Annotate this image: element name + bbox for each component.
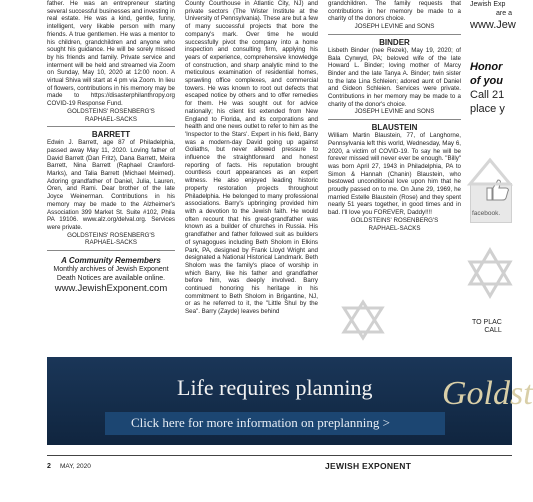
obituary-text: father. He was an entrepreneur starting several successful businesses and investing in real estate. He was a kind, gentle, funny, intelligent, very likable person with many friends. A true gentlemen. He was a mentor to his children, grandchildren and anyone who sought his guidance. He will be sorely missed by his friends and family. Private service and interment will be held and streamed via Zoom on Sunday, May 10, 2020 at 12:00 noon. A virtual Shiva will start at 4 pm via Zoom. In lieu of flowers, contributions in his memory may be made to https://disasterphilanthropy.org COVID-19 Response Fund. bbox=[47, 0, 175, 108]
obituary-text: Lisbeth Binder (nee Rezek), May 19, 2020; of Bala Cynwyd, PA; beloved wife of the late Howard L. Binder; loving mother of Marcy Binder and the late Tanya A. Binder; twin sister to the late Lina Schleien; adored aunt of Daniel and Gideon Schleien. Services were private. Contributions in her memory may be made to a charity of the donor's choice. bbox=[328, 46, 461, 108]
obituaries-column-3 bbox=[328, 0, 461, 232]
jewish-exponent-link[interactable]: www.JewishExponent.com bbox=[54, 282, 168, 294]
ad-text: Jewish Exp bbox=[470, 1, 506, 8]
obituary-name: BARRETT bbox=[91, 130, 131, 140]
footer-rule bbox=[47, 455, 512, 456]
facebook-label: facebook. bbox=[472, 210, 501, 217]
publication-name: JEWISH EXPONENT bbox=[325, 461, 412, 471]
funeral-home-signature: RAPHAEL-SACKS bbox=[85, 115, 137, 123]
obituary-name: BINDER bbox=[379, 37, 410, 47]
divider bbox=[47, 126, 175, 127]
page-number: 2 bbox=[47, 463, 51, 470]
funeral-home-signature: RAPHAEL-SACKS bbox=[85, 239, 137, 247]
funeral-home-signature: GOLDSTEINS' ROSENBERG'S bbox=[67, 107, 155, 115]
honor-ad-title: of you bbox=[470, 75, 503, 87]
to-place-line: CALL bbox=[484, 327, 502, 334]
obituary-text: William Martin Blaustein, 77, of Langhorne, Pennsylvania left this world, Wednesday, May 6, 2020, a victim of COVID-19. To say he will be forever missed will never ever be enough. "Billy" was born April 27, 1943 in Philadelphia, PA to Simon & Hannah (Chanin) Blaustein, who bestowed unconditional love upon him that he proudly passed on to me. On June 29, 1969, he married Estelle Blaustein (Rose) and they spent nearly 51 years together, in good times and in bad. I'll love you FOREVER, Daddy!!!! bbox=[328, 132, 461, 217]
honor-ad-text: place y bbox=[470, 103, 505, 115]
obituary-text: grandchildren. The family requests that contributions in her memory be made to a charity of the donors choice. bbox=[328, 0, 461, 23]
to-place-line: TO PLAC bbox=[472, 319, 502, 326]
issue-date: MAY, 2020 bbox=[60, 463, 91, 470]
obituary-text: Edwin J. Barrett, age 87 of Philadelphia, passed away May 11, 2020. Loving father of David Barrett (Dan Fritz), Dana Barrett, Meira Barrett, Nina Barrett (Raphael Crawford-Marks), and Talia Barrett (Michael Meimed). Adoring grandfather of Daniel, Julia, Lauren, Oren, and Rami. Dear brother of the late Joyce Weinerman. Contributions in his memory may be made to the Alzheimer's Association 399 Market St. Suite #102, Phila PA 19106. www.alz.org/delval.org. Services were private. bbox=[47, 139, 175, 231]
obituary-name: BLAUSTEIN bbox=[371, 123, 418, 133]
community-remembers-text: Death Notices are available online. bbox=[56, 274, 166, 282]
funeral-home-signature: GOLDSTEINS' ROSENBERG'S bbox=[67, 231, 155, 239]
sidebar-ads bbox=[470, 0, 516, 116]
obituaries-column-2 bbox=[185, 0, 318, 316]
star-of-david-icon bbox=[470, 248, 512, 298]
obituaries-column-1 bbox=[47, 0, 175, 293]
banner-title: Life requires planning bbox=[177, 375, 373, 400]
star-of-david-icon bbox=[338, 300, 388, 340]
funeral-home-signature: JOSEPH LEVINE and SONS bbox=[354, 108, 435, 116]
funeral-home-signature: JOSEPH LEVINE and SONS bbox=[354, 23, 435, 31]
goldsteins-logo: Goldst bbox=[442, 375, 533, 412]
obituary-text: County Courthouse in Atlantic City, NJ) and private sectors (The Wister Institute at the University of Pennsylvania). These are but a few of many successful projects that bore the company's mark. Over time he would successfully pivot the company into a home inspection and consulting firm, applying his years of experience, comprehensive knowledge of construction, and sharp analytic mind to the meticulous examination of residential homes, sprawling office complexes, and commercial towers. He was known to root out defects that escaped notice by others and to offer remedies for them. He was sought out for advice nationally; his client list extended from New England to Florida, and its corporations and health and one news outlet to refer to him as the 'Inspector to the Stars'. Expert in his field, Barry was a modern-day David going up against Goliaths, but never allowed pressure to influence the straightforward and honest reporting of facts. His reputation brought countless court appearances as an expert witness. He also enjoyed leading historic property restoration projects throughout Philadelphia. He belonged to many professional associations. Barry's upbringing provided him with a devotion to the Jewish faith. He would often recount that his great-grandfather was known as a builder of churches in Russia. His grandfather and father followed suit as builders of synagogues including Beth Sholom in Elkins Park, PA, designed by Frank Lloyd Wright and designated a National Historical Landmark. Beth Sholom was the family's place of worship in which Barry, like his father and grandfather before him, was deeply involved. Barry continued honoring his heritage in his commitment to Beth Sholom in Brigantine, NJ, or as he referred to it, the "Little Shul by the Sea". Barry (Zayde) leaves behind bbox=[185, 0, 318, 316]
preplanning-link[interactable] bbox=[105, 412, 445, 435]
preplanning-banner-ad[interactable] bbox=[47, 357, 533, 445]
community-remembers-title: A Community Remembers bbox=[61, 256, 161, 266]
ad-text: are a bbox=[496, 10, 512, 17]
banner-subtitle: Click here for more information on preplanning > bbox=[131, 415, 390, 430]
star-of-david-icon bbox=[470, 170, 512, 184]
funeral-home-signature: RAPHAEL-SACKS bbox=[368, 224, 421, 232]
divider bbox=[47, 250, 175, 251]
divider bbox=[328, 34, 461, 35]
ad-link[interactable]: www.Jew bbox=[470, 19, 516, 31]
honor-ad-text: Call 21 bbox=[470, 89, 505, 101]
community-remembers-text: Monthly archives of Jewish Exponent bbox=[53, 265, 169, 273]
divider bbox=[328, 119, 461, 120]
honor-ad-title: Honor bbox=[470, 61, 503, 73]
facebook-ad[interactable] bbox=[470, 183, 512, 223]
to-place-text bbox=[472, 319, 502, 335]
funeral-home-signature: GOLDSTEINS' ROSENBERG'S bbox=[350, 216, 439, 224]
